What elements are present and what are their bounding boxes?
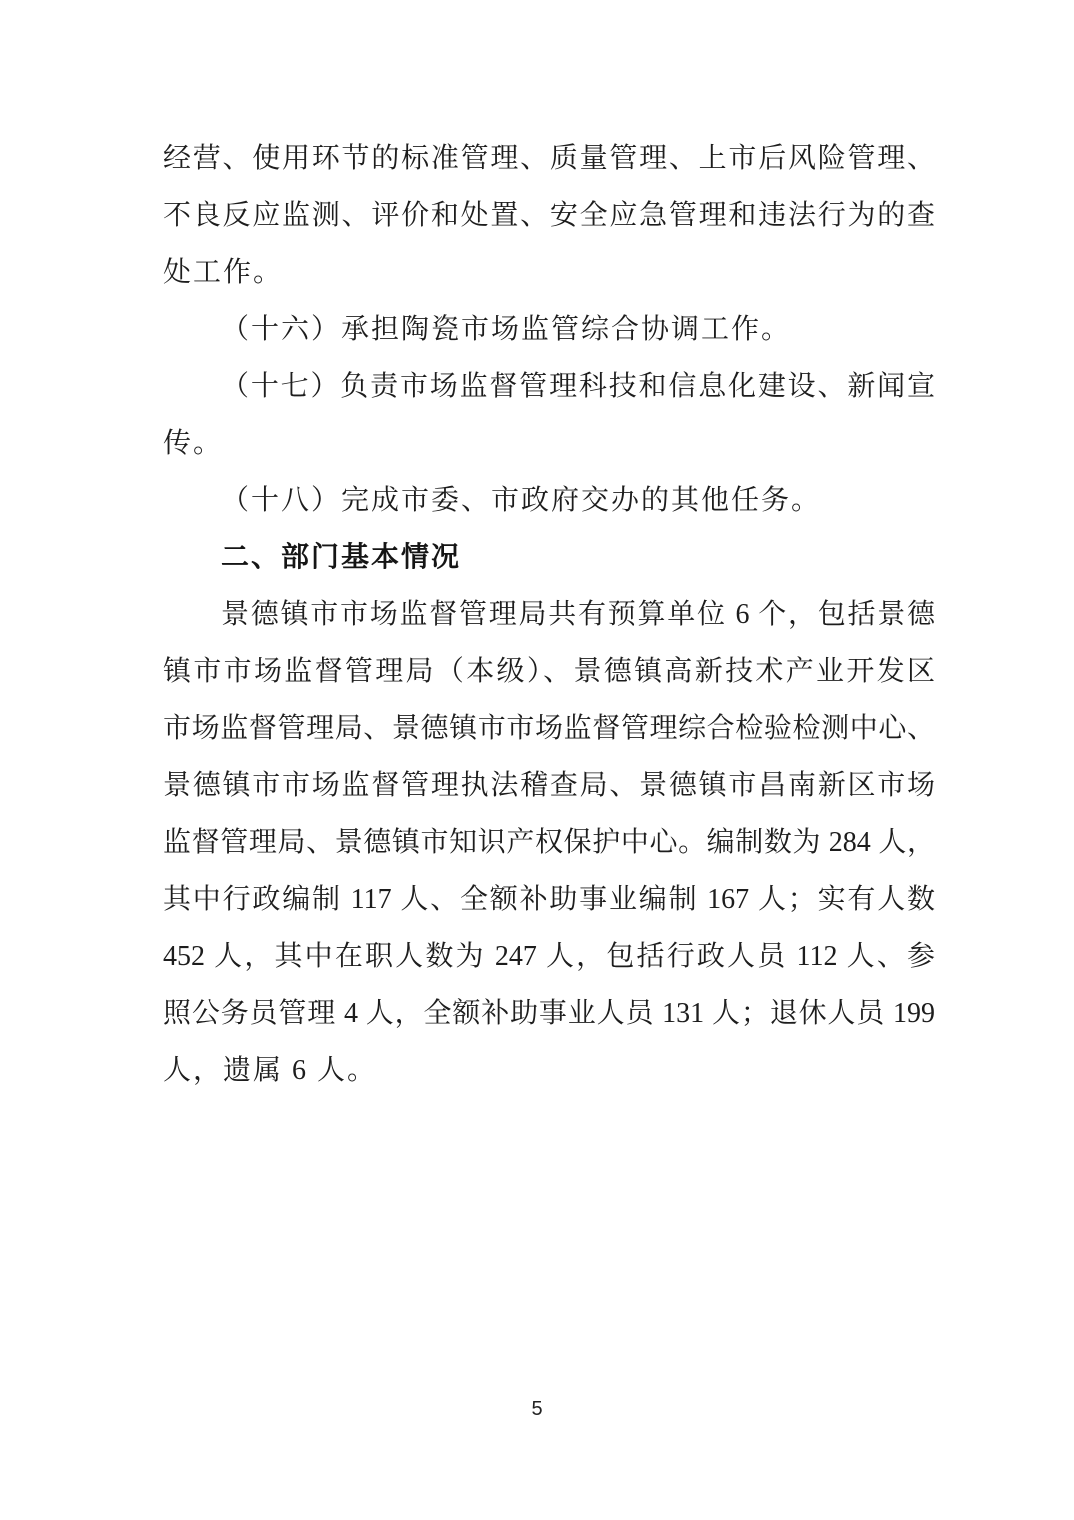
text-line: 人，遗属 6 人。 — [163, 1055, 378, 1086]
text-line: 景德镇市市场监督管理局共有预算单位 6 个，包括景德 — [221, 599, 935, 630]
page-number-footer — [0, 1398, 1074, 1421]
page-number: 5 — [531, 1398, 543, 1420]
text-line: 镇市市场监督管理局（本级）、景德镇高新技术产业开发区 — [163, 656, 935, 687]
text-line: （十八）完成市委、市政府交办的其他任务。 — [221, 485, 822, 516]
text-line: （十七）负责市场监督管理科技和信息化建设、新闻宣 — [221, 371, 935, 402]
text-line: 市场监督管理局、景德镇市市场监督管理综合检验检测中心、 — [163, 713, 935, 744]
document-body — [163, 130, 935, 1099]
text-line: 经营、使用环节的标准管理、质量管理、上市后风险管理、 — [163, 143, 935, 174]
text-line: 监督管理局、景德镇市知识产权保护中心。编制数为 284 人， — [163, 827, 935, 858]
text-line: 处工作。 — [163, 257, 284, 288]
text-line: 传。 — [163, 428, 224, 459]
text-line: （十六）承担陶瓷市场监管综合协调工作。 — [221, 314, 792, 345]
text-line: 照公务员管理 4 人，全额补助事业人员 131 人；退休人员 199 — [163, 998, 935, 1029]
text-line: 景德镇市市场监督管理执法稽查局、景德镇市昌南新区市场 — [163, 770, 935, 801]
text-line: 不良反应监测、评价和处置、安全应急管理和违法行为的查 — [163, 200, 935, 231]
text-line: 其中行政编制 117 人、全额补助事业编制 167 人；实有人数 — [163, 884, 935, 915]
section-heading: 二、部门基本情况 — [221, 542, 462, 573]
text-line: 452 人，其中在职人数为 247 人，包括行政人员 112 人、参 — [163, 941, 935, 972]
